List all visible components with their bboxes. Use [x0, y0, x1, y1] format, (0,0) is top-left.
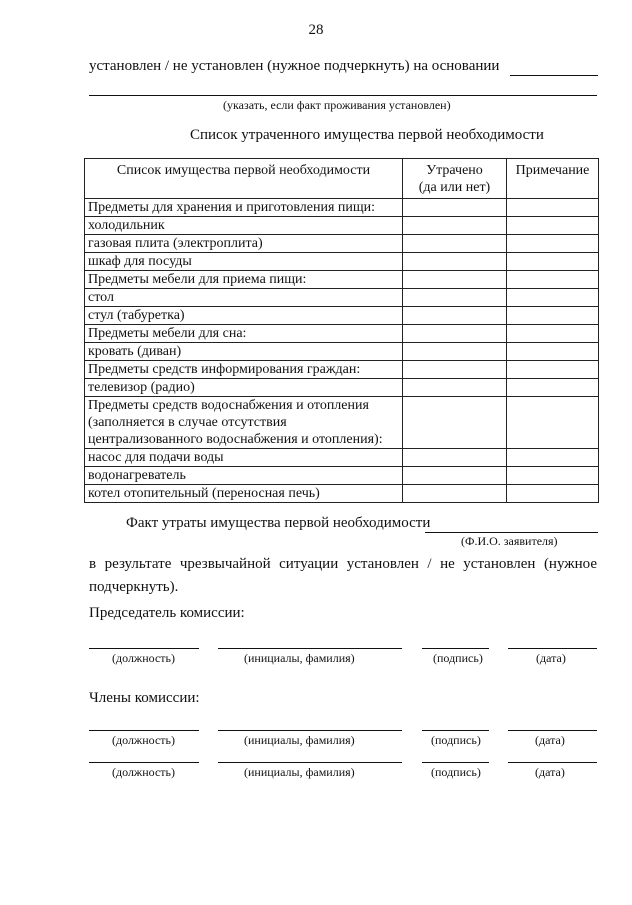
members-title: Члены комиссии:	[89, 690, 200, 706]
item-name-cell: стол	[85, 289, 403, 307]
lost-cell[interactable]	[403, 485, 507, 503]
item-name-cell: телевизор (радио)	[85, 379, 403, 397]
table-row	[85, 307, 599, 325]
header-item	[85, 159, 403, 199]
note-cell[interactable]	[507, 199, 599, 217]
chairman-name-blank[interactable]	[218, 648, 402, 649]
note-cell[interactable]	[507, 325, 599, 343]
chairman-date-label: (дата)	[536, 651, 566, 665]
member1-signature-blank[interactable]	[422, 730, 489, 731]
header-item-text: Список имущества первой необходимости	[116, 163, 371, 178]
item-name-cell: шкаф для посуды	[85, 253, 403, 271]
property-table	[84, 158, 599, 503]
member1-position-label: (должность)	[112, 733, 175, 747]
member1-date-blank[interactable]	[508, 730, 597, 731]
intro-hint: (указать, если факт проживания установлен)	[223, 98, 451, 112]
table-row	[85, 289, 599, 307]
table-row	[85, 343, 599, 361]
table-row	[85, 467, 599, 485]
table-row	[85, 235, 599, 253]
result-line-2: подчеркнуть).	[89, 579, 179, 595]
member1-position-blank[interactable]	[89, 730, 199, 731]
basis-blank-line2[interactable]	[89, 95, 597, 96]
basis-blank[interactable]	[510, 75, 598, 76]
note-cell[interactable]	[507, 343, 599, 361]
item-name-cell: газовая плита (электроплита)	[85, 235, 403, 253]
note-cell[interactable]	[507, 307, 599, 325]
lost-cell[interactable]	[403, 449, 507, 467]
item-name-cell: кровать (диван)	[85, 343, 403, 361]
item-name-cell: стул (табуретка)	[85, 307, 403, 325]
lost-cell[interactable]	[403, 325, 507, 343]
item-name-cell: холодильник	[85, 217, 403, 235]
member2-date-blank[interactable]	[508, 762, 597, 763]
intro-text: установлен / не установлен (нужное подчеркнуть) на основании	[89, 58, 500, 74]
note-cell[interactable]	[507, 289, 599, 307]
table-row	[85, 325, 599, 343]
item-name-cell: Предметы мебели для сна:	[85, 325, 403, 343]
lost-cell[interactable]	[403, 289, 507, 307]
applicant-hint: (Ф.И.О. заявителя)	[461, 534, 558, 548]
table-row	[85, 397, 599, 449]
note-cell[interactable]	[507, 217, 599, 235]
lost-cell[interactable]	[403, 253, 507, 271]
item-name-cell: Предметы мебели для приема пищи:	[85, 271, 403, 289]
note-cell[interactable]	[507, 467, 599, 485]
member2-position-label: (должность)	[112, 765, 175, 779]
chairman-date-blank[interactable]	[508, 648, 597, 649]
member2-date-label: (дата)	[535, 765, 565, 779]
fact-text: Факт утраты имущества первой необходимости	[126, 515, 431, 531]
header-lost	[403, 159, 507, 199]
chairman-position-blank[interactable]	[89, 648, 199, 649]
table-row	[85, 361, 599, 379]
item-name-cell: Предметы для хранения и приготовления пищи:	[85, 199, 403, 217]
table-row	[85, 485, 599, 503]
item-name-cell: Предметы средств водоснабжения и отопления (заполняется в случае отсутствия централизованного водоснабжения и отопления):	[85, 397, 403, 449]
member2-position-blank[interactable]	[89, 762, 199, 763]
item-name-cell: котел отопительный (переносная печь)	[85, 485, 403, 503]
table-row	[85, 271, 599, 289]
note-cell[interactable]	[507, 485, 599, 503]
lost-cell[interactable]	[403, 199, 507, 217]
member1-date-label: (дата)	[535, 733, 565, 747]
table-header-row	[85, 159, 599, 199]
lost-cell[interactable]	[403, 361, 507, 379]
note-cell[interactable]	[507, 235, 599, 253]
note-cell[interactable]	[507, 253, 599, 271]
lost-cell[interactable]	[403, 343, 507, 361]
header-note-text: Примечание	[515, 163, 590, 178]
lost-cell[interactable]	[403, 307, 507, 325]
list-title: Список утраченного имущества первой необходимости	[190, 127, 544, 143]
page-number: 28	[308, 22, 324, 38]
note-cell[interactable]	[507, 397, 599, 449]
note-cell[interactable]	[507, 271, 599, 289]
note-cell[interactable]	[507, 379, 599, 397]
table-row	[85, 449, 599, 467]
table-row	[85, 253, 599, 271]
chairman-signature-label: (подпись)	[433, 651, 483, 665]
member2-signature-blank[interactable]	[422, 762, 489, 763]
lost-cell[interactable]	[403, 397, 507, 449]
member1-signature-label: (подпись)	[431, 733, 481, 747]
member1-name-blank[interactable]	[218, 730, 402, 731]
member2-signature-label: (подпись)	[431, 765, 481, 779]
chairman-position-label: (должность)	[112, 651, 175, 665]
chairman-name-label: (инициалы, фамилия)	[244, 651, 355, 665]
result-line-1: в результате чрезвычайной ситуации установлен / не установлен (нужное	[89, 556, 597, 572]
item-name-cell: насос для подачи воды	[85, 449, 403, 467]
chairman-signature-blank[interactable]	[422, 648, 489, 649]
member2-name-label: (инициалы, фамилия)	[244, 765, 355, 779]
header-note	[507, 159, 599, 199]
item-name-cell: Предметы средств информирования граждан:	[85, 361, 403, 379]
lost-cell[interactable]	[403, 217, 507, 235]
table-row	[85, 217, 599, 235]
lost-cell[interactable]	[403, 379, 507, 397]
table-row	[85, 199, 599, 217]
chairman-title: Председатель комиссии:	[89, 605, 245, 621]
note-cell[interactable]	[507, 361, 599, 379]
lost-cell[interactable]	[403, 467, 507, 485]
header-lost-text: Утрачено (да или нет)	[418, 163, 491, 195]
table-row	[85, 379, 599, 397]
note-cell[interactable]	[507, 449, 599, 467]
member2-name-blank[interactable]	[218, 762, 402, 763]
item-name-cell: водонагреватель	[85, 467, 403, 485]
lost-cell[interactable]	[403, 271, 507, 289]
member1-name-label: (инициалы, фамилия)	[244, 733, 355, 747]
applicant-name-blank[interactable]	[425, 532, 598, 533]
lost-cell[interactable]	[403, 235, 507, 253]
